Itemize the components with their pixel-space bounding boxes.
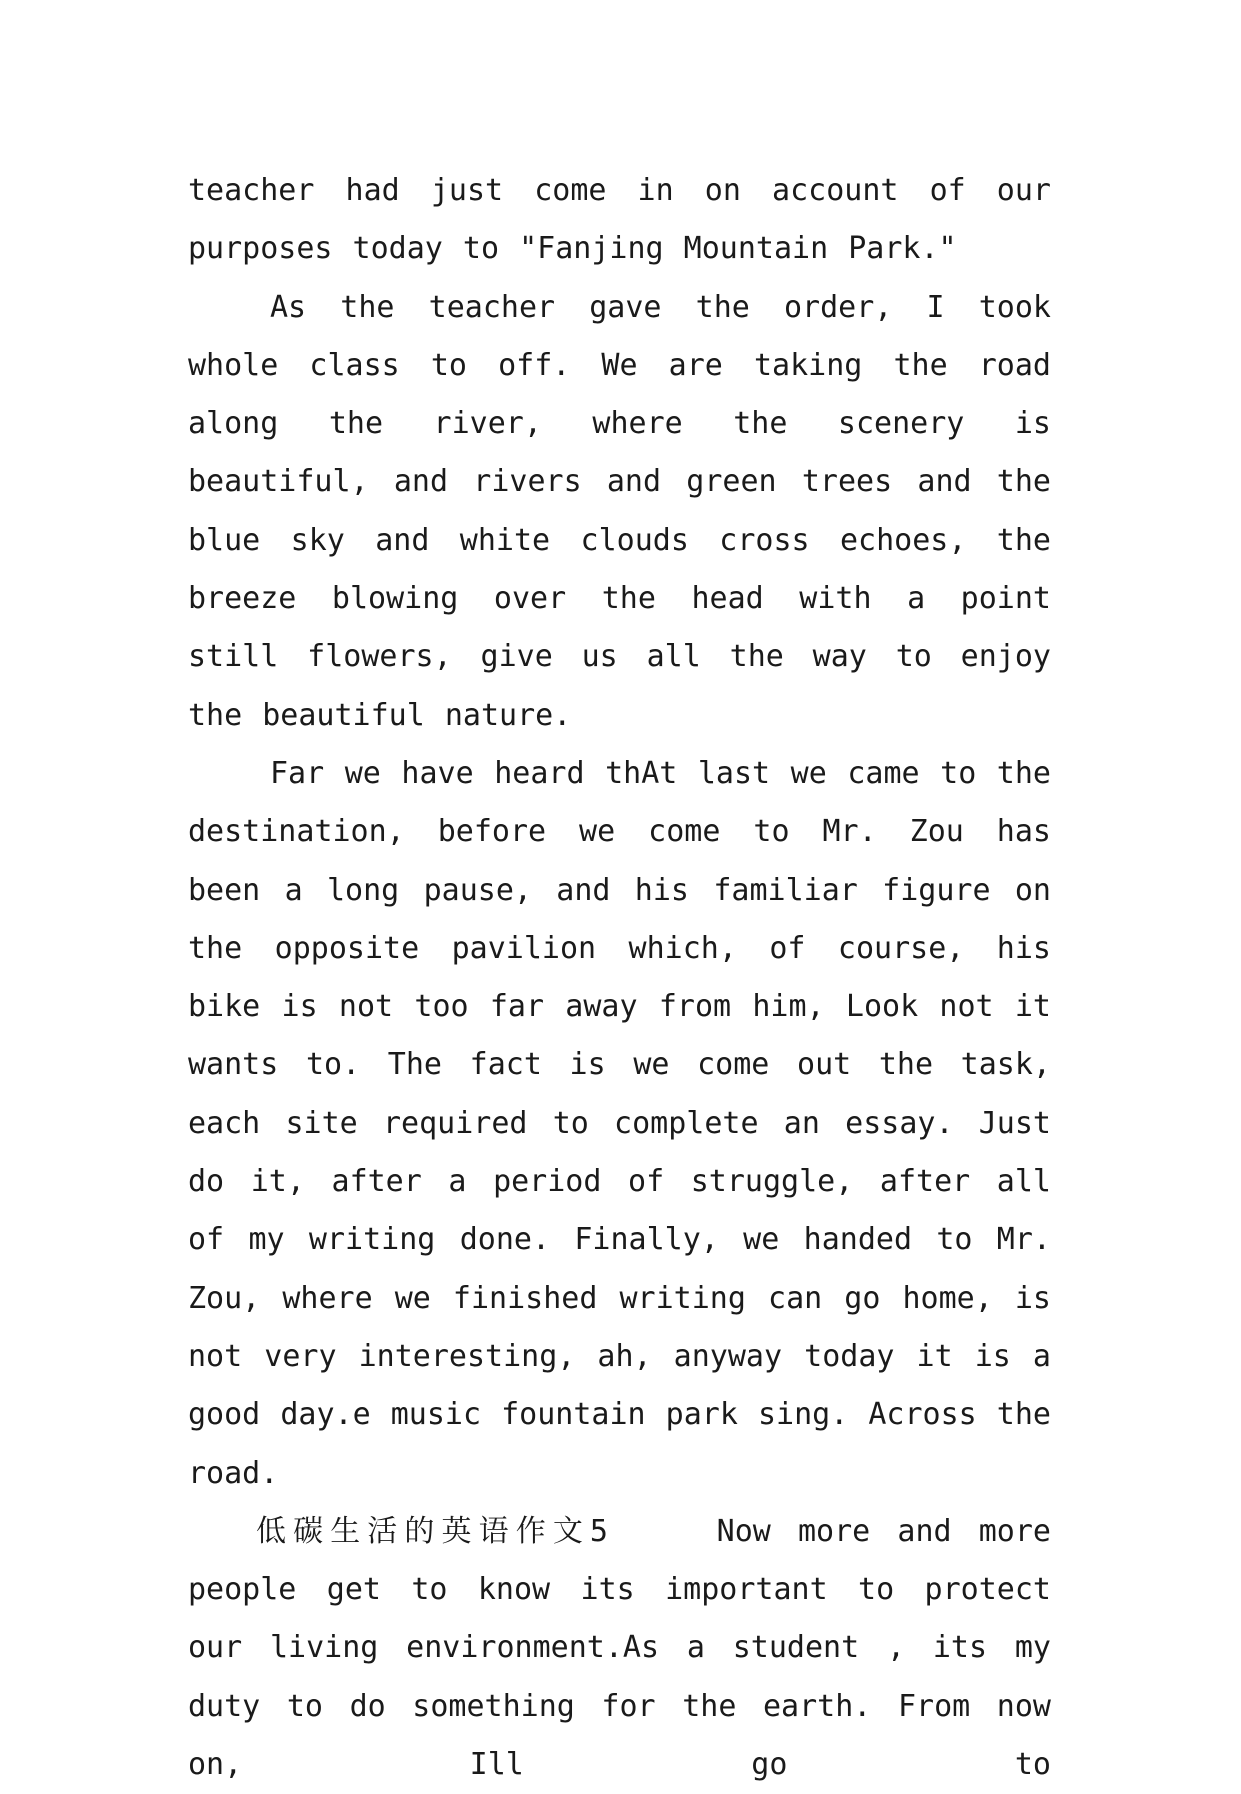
paragraph-3: Far we have heard thAt last we came to the destination, before we come to Mr. Zou has been a long pause, and his familiar figure on the opposite pavilion which, of course, his bike is not too far away from him, Look not it wants to. The fact is we come out the task, each site required to complete an essay. Just do it, after a period of struggle, after all of my writing done. Finally, we handed to Mr. Zou, where we finished writing can go home, is not very interesting, ah, anyway today it is a good day.e music fountain park sing. Across the road. [188,755,1051,1491]
paragraph-2: As the teacher gave the order, I took whole class to off. We are taking the road along the river, where the scenery is beautiful, and rivers and green trees and the blue sky and white clouds cross echoes, the breeze blowing over the head with a point still flowers, give us all the way to enjoy the beautiful nature. [188,289,1051,733]
paragraph-1: teacher had just come in on account of our purposes today to "Fanjing Mountain Park." [188,173,1051,267]
paragraph-4: 低碳生活的英语作文5 Now more and more people get to know its important to protect our living environment.As a student , its my duty to do something for the earth. From now on, Ill go to [188,1513,1051,1783]
document-body [188,162,1051,1794]
